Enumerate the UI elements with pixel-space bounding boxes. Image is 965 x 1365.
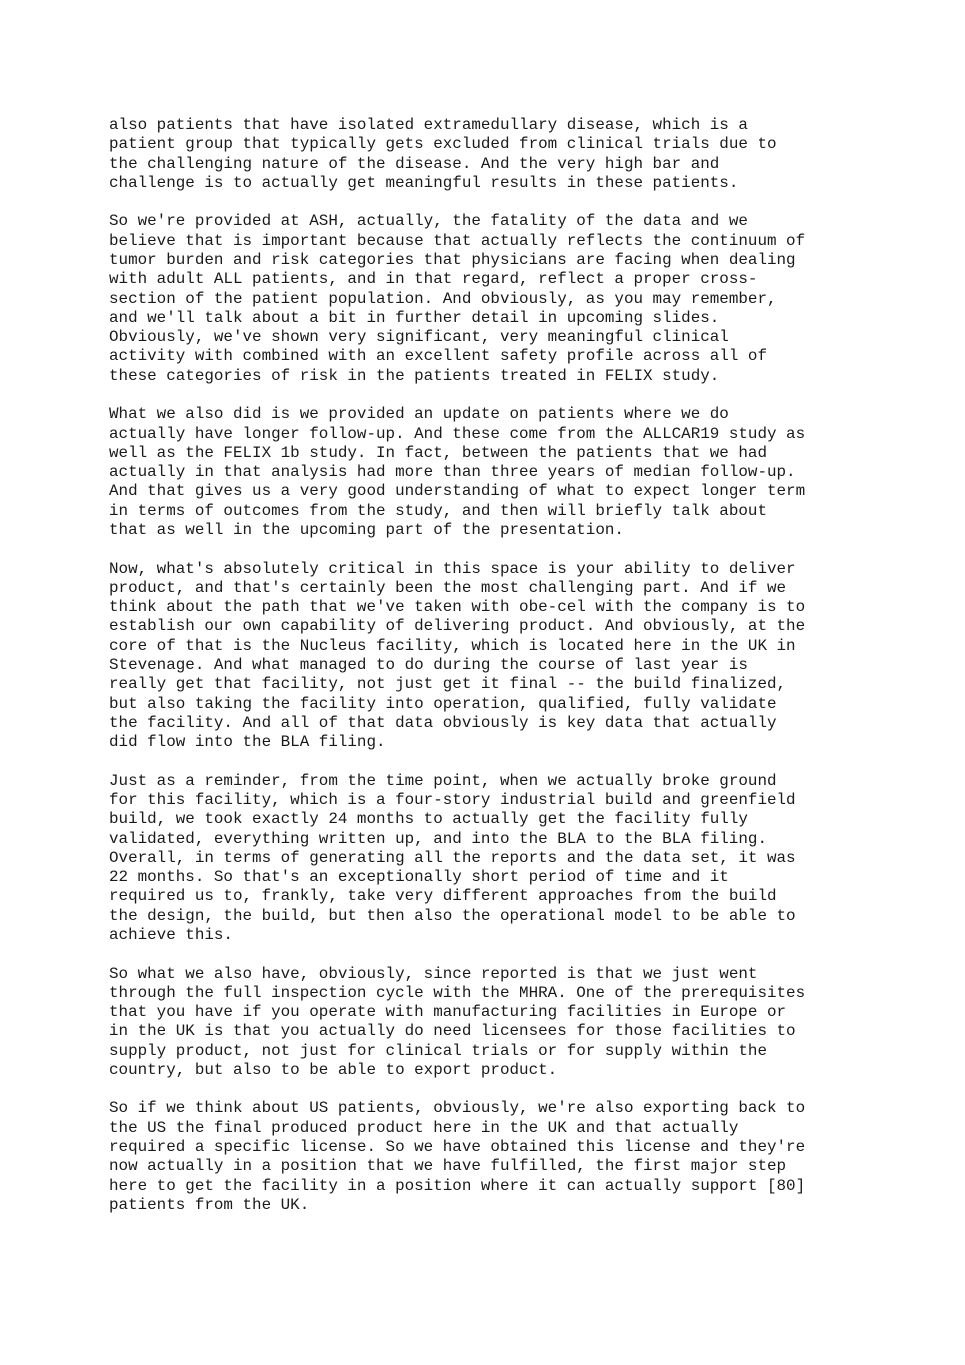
text-line: and we'll talk about a bit in further detail in upcoming slides. bbox=[109, 308, 720, 327]
text-line: section of the patient population. And obviously, as you may remember, bbox=[109, 289, 777, 308]
text-line: the facility. And all of that data obviously is key data that actually bbox=[109, 713, 777, 732]
text-line: tumor burden and risk categories that physicians are facing when dealing bbox=[109, 250, 796, 269]
text-line: the challenging nature of the disease. And the very high bar and bbox=[109, 154, 720, 173]
text-line: supply product, not just for clinical trials or for supply within the bbox=[109, 1041, 767, 1060]
text-line: now actually in a position that we have fulfilled, the first major step bbox=[109, 1157, 787, 1176]
text-line: the US the final produced product here in the UK and that actually bbox=[109, 1118, 739, 1137]
text-line: these categories of risk in the patients treated in FELIX study. bbox=[109, 366, 720, 385]
text-line: Stevenage. And what managed to do during the course of last year is bbox=[109, 655, 748, 674]
text-line: in terms of outcomes from the study, and then will briefly talk about bbox=[109, 501, 767, 520]
text-line: What we also did is we provided an update on patients where we do bbox=[109, 405, 729, 424]
text-line: So what we also have, obviously, since reported is that we just went bbox=[109, 964, 758, 983]
text-line: for this facility, which is a four-story industrial build and greenfield bbox=[109, 790, 796, 809]
paragraph-5 bbox=[109, 772, 869, 946]
text-line: required us to, frankly, take very different approaches from the build bbox=[109, 887, 777, 906]
paragraph-2 bbox=[109, 212, 869, 386]
text-line: believe that is important because that actually reflects the continuum of bbox=[109, 231, 806, 250]
text-line: validated, everything written up, and into the BLA to the BLA filing. bbox=[109, 829, 767, 848]
text-line: And that gives us a very good understanding of what to expect longer term bbox=[109, 482, 806, 501]
text-line: really get that facility, not just get it final -- the build finalized, bbox=[109, 675, 787, 694]
text-line: Overall, in terms of generating all the reports and the data set, it was bbox=[109, 848, 796, 867]
text-line: also patients that have isolated extramedullary disease, which is a bbox=[109, 116, 748, 134]
paragraph-1 bbox=[109, 116, 869, 193]
paragraph-3 bbox=[109, 405, 869, 540]
transcript-page bbox=[109, 116, 869, 1234]
text-line: here to get the facility in a position where it can actually support [80] bbox=[109, 1176, 806, 1195]
text-line: build, we took exactly 24 months to actually get the facility fully bbox=[109, 810, 748, 829]
text-line: achieve this. bbox=[109, 926, 233, 945]
text-line: core of that is the Nucleus facility, which is located here in the UK in bbox=[109, 636, 796, 655]
text-line: country, but also to be able to export product. bbox=[109, 1061, 558, 1079]
text-line: product, and that's certainly been the most challenging part. And if we bbox=[109, 578, 787, 597]
text-line: 22 months. So that's an exceptionally short period of time and it bbox=[109, 868, 729, 887]
text-line: but also taking the facility into operation, qualified, fully validate bbox=[109, 694, 777, 713]
text-line: So we're provided at ASH, actually, the fatality of the data and we bbox=[109, 212, 748, 231]
text-line: the design, the build, but then also the operational model to be able to bbox=[109, 906, 796, 925]
text-line: patients from the UK. bbox=[109, 1195, 310, 1214]
text-line: in the UK is that you actually do need licensees for those facilities to bbox=[109, 1022, 796, 1041]
text-line: Obviously, we've shown very significant, very meaningful clinical bbox=[109, 328, 729, 347]
text-line: Now, what's absolutely critical in this space is your ability to deliver bbox=[109, 559, 796, 578]
paragraph-6 bbox=[109, 965, 869, 1081]
text-line: that as well in the upcoming part of the presentation. bbox=[109, 521, 624, 540]
text-line: well as the FELIX 1b study. In fact, between the patients that we had bbox=[109, 443, 767, 462]
text-line: think about the path that we've taken with obe-cel with the company is to bbox=[109, 598, 806, 617]
text-line: required a specific license. So we have obtained this license and they're bbox=[109, 1138, 806, 1157]
text-line: So if we think about US patients, obviously, we're also exporting back to bbox=[109, 1099, 806, 1118]
text-line: that you have if you operate with manufacturing facilities in Europe or bbox=[109, 1003, 787, 1022]
text-line: actually in that analysis had more than three years of median follow-up. bbox=[109, 463, 796, 482]
text-line: challenge is to actually get meaningful results in these patients. bbox=[109, 173, 739, 192]
paragraph-4 bbox=[109, 560, 869, 753]
text-line: through the full inspection cycle with the MHRA. One of the prerequisites bbox=[109, 983, 806, 1002]
text-line: with adult ALL patients, and in that regard, reflect a proper cross- bbox=[109, 270, 758, 289]
text-line: actually have longer follow-up. And these come from the ALLCAR19 study as bbox=[109, 424, 806, 443]
text-line: Just as a reminder, from the time point, when we actually broke ground bbox=[109, 771, 777, 790]
paragraph-7 bbox=[109, 1099, 869, 1215]
text-line: activity with combined with an excellent safety profile across all of bbox=[109, 347, 767, 366]
text-line: establish our own capability of delivering product. And obviously, at the bbox=[109, 617, 806, 636]
text-line: patient group that typically gets excluded from clinical trials due to bbox=[109, 135, 777, 154]
text-line: did flow into the BLA filing. bbox=[109, 733, 386, 752]
